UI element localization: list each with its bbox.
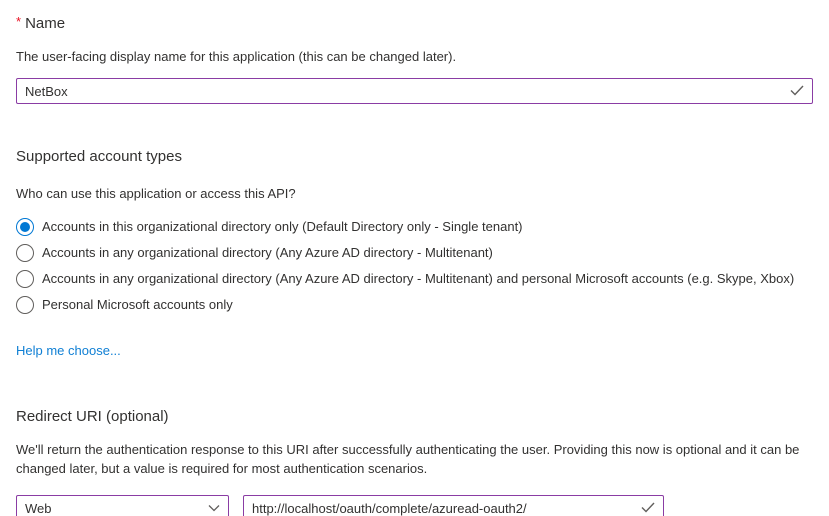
radio-option-multitenant-personal[interactable] (16, 266, 813, 292)
account-types-question: Who can use this application or access this API? (16, 186, 296, 201)
name-input[interactable] (16, 78, 813, 104)
platform-select-wrap (16, 495, 229, 516)
name-section-title-text: Name (25, 15, 66, 32)
radio-option-multitenant[interactable] (16, 240, 813, 266)
redirect-uri-fields (16, 495, 813, 516)
radio-option-label: Accounts in this organizational directory only (Default Directory only - Single tenant) (42, 219, 523, 234)
radio-button-icon[interactable] (16, 270, 34, 288)
redirect-uri-title: Redirect URI (optional) (16, 408, 169, 425)
redirect-uri-input-wrap (243, 495, 664, 516)
radio-option-personal-only[interactable] (16, 292, 813, 318)
name-section (16, 12, 813, 104)
radio-button-icon[interactable] (16, 244, 34, 262)
platform-select[interactable] (16, 495, 229, 516)
radio-button-icon[interactable] (16, 296, 34, 314)
radio-option-single-tenant[interactable] (16, 214, 813, 240)
radio-option-label: Accounts in any organizational directory (Any Azure AD directory - Multitenant) (42, 245, 493, 260)
radio-option-label: Personal Microsoft accounts only (42, 297, 233, 312)
radio-option-label: Accounts in any organizational directory (Any Azure AD directory - Multitenant) and personal Microsoft accounts (e.g. Skype, Xbox) (42, 271, 795, 286)
redirect-uri-input[interactable] (243, 495, 664, 516)
platform-select-value: Web (25, 500, 52, 516)
redirect-uri-description: We'll return the authentication response to this URI after successfully authenticating the user. Providing this now is optional and it can be changed later, but a value is required for most authentication scenarios. (16, 442, 800, 476)
name-description: The user-facing display name for this application (this can be changed later). (16, 49, 457, 64)
help-me-choose-link[interactable]: Help me choose... (16, 343, 121, 358)
redirect-uri-section (16, 407, 813, 516)
account-types-radio-group (16, 214, 813, 318)
name-input-wrap (16, 78, 813, 104)
radio-button-icon[interactable] (16, 218, 34, 236)
required-asterisk: * (16, 14, 22, 29)
supported-account-types-section (16, 147, 813, 360)
name-section-title (16, 12, 813, 34)
account-types-title: Supported account types (16, 148, 182, 165)
